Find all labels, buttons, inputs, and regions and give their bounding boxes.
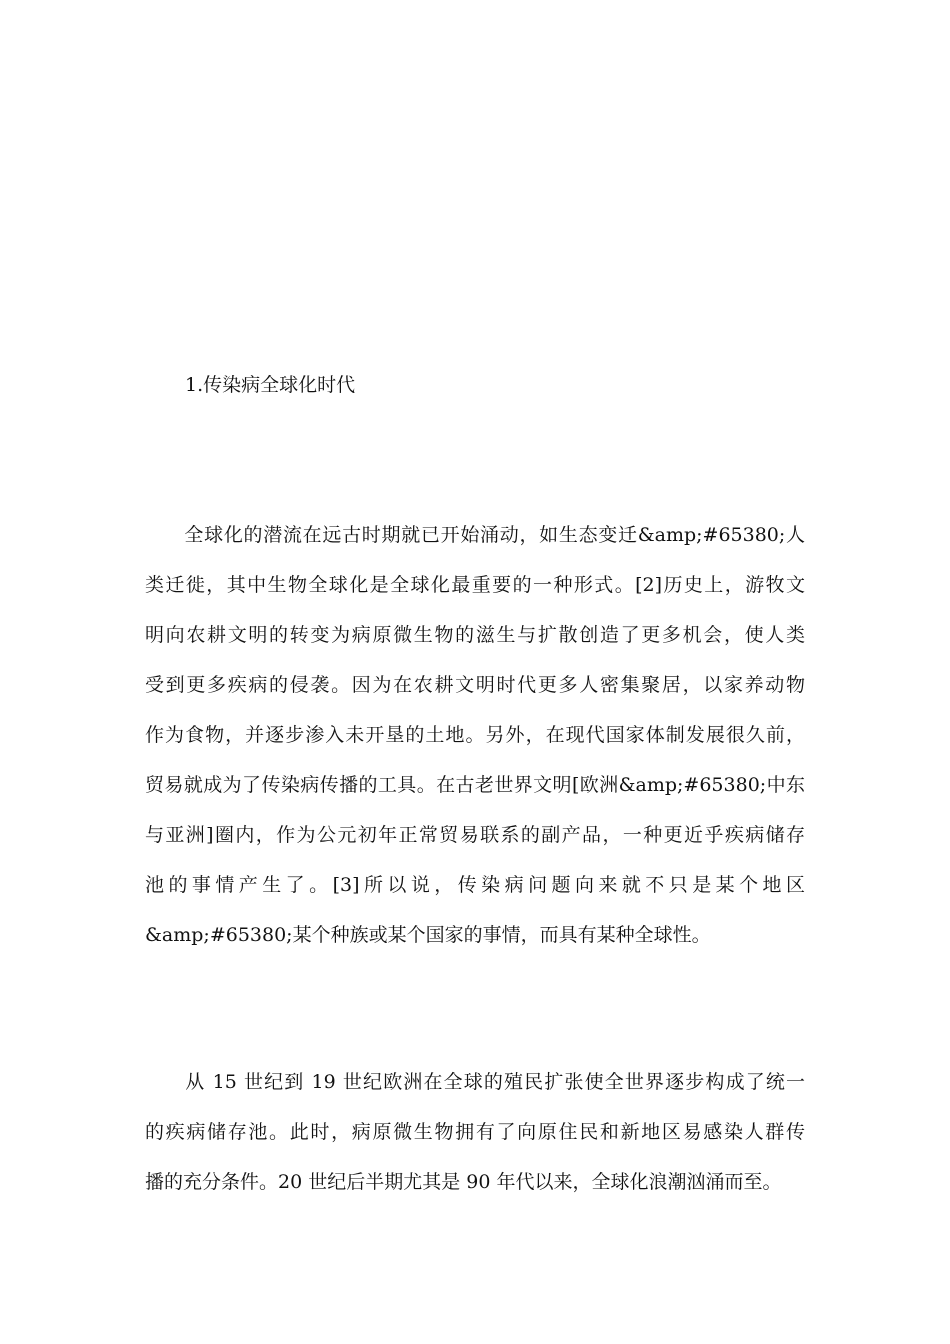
paragraph-line: &amp;#65380;某个种族或某个国家的事情，而具有某种全球性。	[145, 924, 711, 946]
section-heading: 1.传染病全球化时代	[185, 374, 356, 396]
paragraph-line: 播的充分条件。20 世纪后半期尤其是 90 年代以来，全球化浪潮汹涌而至。	[145, 1171, 782, 1193]
paragraph-line: 与亚洲]圈内，作为公元初年正常贸易联系的副产品，一种更近乎疾病储存	[145, 824, 805, 846]
paragraph-line: 类迁徙，其中生物全球化是全球化最重要的一种形式。[2]历史上，游牧文	[145, 574, 805, 596]
paragraph-1	[145, 510, 805, 960]
paragraph-line: 贸易就成为了传染病传播的工具。在古老世界文明[欧洲&amp;#65380;中东	[145, 774, 805, 796]
paragraph-line: 受到更多疾病的侵袭。因为在农耕文明时代更多人密集聚居，以家养动物	[145, 674, 805, 696]
paragraph-line: 的疾病储存池。此时，病原微生物拥有了向原住民和新地区易感染人群传	[145, 1121, 805, 1143]
paragraph-2	[145, 1057, 805, 1207]
paragraph-line: 作为食物，并逐步渗入未开垦的土地。另外，在现代国家体制发展很久前，	[145, 724, 805, 746]
paragraph-line: 从 15 世纪到 19 世纪欧洲在全球的殖民扩张使全世界逐步构成了统一	[145, 1071, 805, 1093]
paragraph-line: 明向农耕文明的转变为病原微生物的滋生与扩散创造了更多机会，使人类	[145, 624, 805, 646]
paragraph-line: 全球化的潜流在远古时期就已开始涌动，如生态变迁&amp;#65380;人	[145, 524, 805, 546]
paragraph-line: 池的事情产生了。[3]所以说，传染病问题向来就不只是某个地区	[145, 874, 805, 896]
